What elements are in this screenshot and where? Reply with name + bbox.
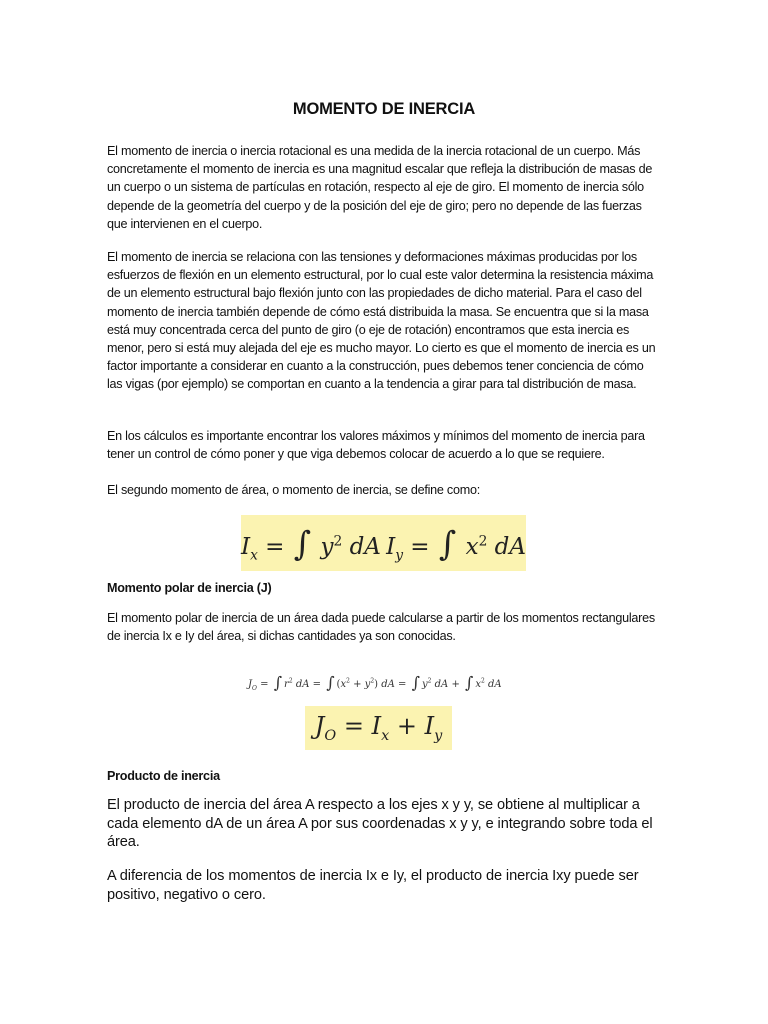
- polar-moment-paragraph: El momento polar de inercia de un área dada puede calcularse a partir de los momentos rectangulares de inercia Ix e Iy del área, si dichas cantidades ya son conocidas.: [107, 611, 655, 644]
- product-of-inertia-sign-paragraph: A diferencia de los momentos de inercia Ix e Iy, el producto de inercia Ixy puede ser positivo, negativo o cero.: [107, 868, 639, 903]
- paragraph-calculation: En los cálculos es importante encontrar los valores máximos y mínimos del momento de inercia para tener un control de cómo poner y que viga debemos colocar de acuerdo a lo que se requiere.: [107, 429, 645, 462]
- paragraph-structural: El momento de inercia se relaciona con las tensiones y deformaciones máximas producidas por los esfuerzos de flexión en un elemento estructural, por lo cual este valor determina la resistencia máxima de un elemento estructural bajo flexión junto con las propiedades de dicho material. Para el caso del momento de inercia también depende de cómo está distribuida la masa. Se encuentra que si la masa está muy concentrada cerca del punto de giro (o eje de rotación) encontramos que esta inercia es menor, pero si está muy alejada del eje es mucho mayor. Lo cierto es que el momento de inercia es un factor importante a considerar en cuanto a la construcción, pues debemos tener conciencia de cómo las vigas (por ejemplo) se comportan en cuanto a la tendencia a girar para tal distribución de masa.: [107, 250, 656, 392]
- document-title: MOMENTO DE INERCIA: [292, 100, 476, 118]
- polar-moment-heading: Momento polar de inercia (J): [107, 581, 272, 595]
- product-of-inertia-heading: Producto de inercia: [107, 769, 220, 783]
- polar-moment-formula: $J_O = I_x + I_y$: [305, 706, 452, 750]
- moment-of-inertia-formula: $I_x$ = ∫ $y^2$ dA $I_y$ = ∫ $x^2$ dA: [241, 515, 526, 571]
- paragraph-second-moment: El segundo momento de área, o momento de inercia, se define como:: [107, 483, 480, 497]
- product-of-inertia-paragraph: El producto de inercia del área A respecto a los ejes x y y, se obtiene al multiplicar a cada elemento dA de un área A por sus coordenadas x y y, e integrando sobre toda el área.: [107, 797, 653, 851]
- paragraph-definition: El momento de inercia o inercia rotacional es una medida de la inercia rotacional de un cuerpo. Más concretamente el momento de inercia es una magnitud escalar que refleja la distribución de masas de un cuerpo o un sistema de partículas en rotación, respecto al eje de giro. El momento de inercia sólo depende de la geometría del cuerpo y de la posición del eje de giro; pero no depende de las fuerzas que intervienen en el cuerpo.: [107, 144, 653, 231]
- polar-moment-derivation-formula: $J_O$ = ∫ $r^2$ dA = ∫ $(x^2 + y^2)$ dA = ∫ $y^2$ dA + ∫ $x^2$ dA: [248, 673, 502, 692]
